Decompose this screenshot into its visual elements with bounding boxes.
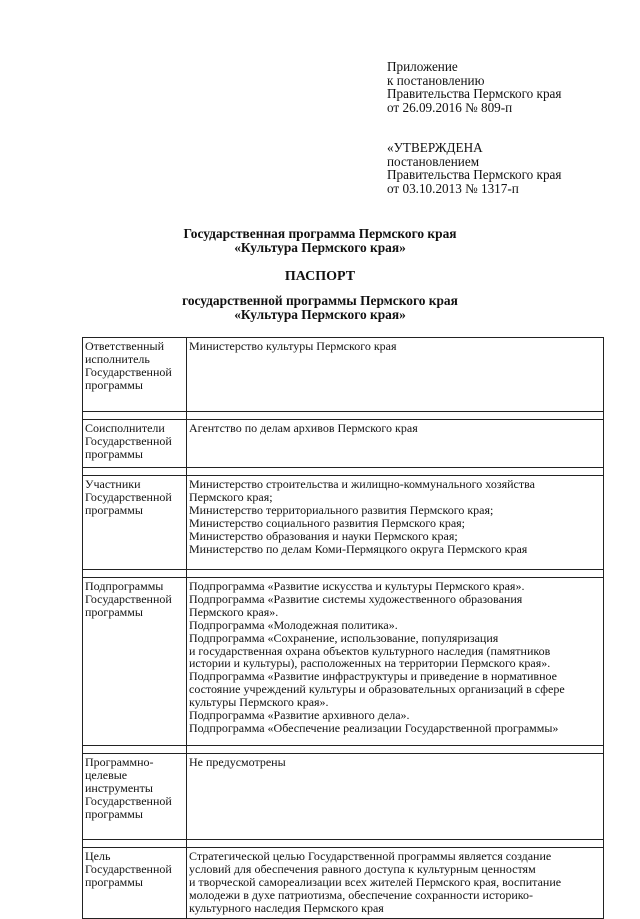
approval-line: «УТВЕРЖДЕНА [387, 140, 483, 155]
row-label-line: программы [85, 874, 143, 889]
row-value-line: Подпрограмма «Обеспечение реализации Государственной программы» [189, 720, 559, 735]
appendix-line: к постановлению [387, 72, 485, 88]
row-label-line: программы [85, 377, 143, 392]
table-row-spacer [83, 746, 604, 754]
appendix-line: Приложение [387, 59, 458, 74]
row-label-line: программы [85, 446, 143, 461]
row-value-line: Агентство по делам архивов Пермского края [189, 421, 418, 435]
row-label-cell [83, 420, 187, 468]
row-value-cell [187, 578, 604, 746]
row-value-line: и государственная охрана объектов культурного наследия (памятников [189, 643, 551, 658]
row-value-line: Подпрограмма «Развитие инфраструктуры и приведение в нормативное [189, 669, 557, 684]
row-value-line: Подпрограмма «Развитие искусства и культуры Пермского края». [189, 579, 525, 593]
row-label-line: Государственной [85, 433, 172, 448]
spacer-cell [187, 412, 604, 420]
row-value-line: Не предусмотрены [189, 755, 286, 769]
spacer-cell [83, 412, 187, 420]
spacer-cell [83, 570, 187, 578]
row-label-line: Подпрограммы [85, 579, 164, 593]
row-label-line: исполнитель [85, 351, 150, 366]
table-row [83, 754, 604, 840]
approval-line: Правительства Пермского края [387, 167, 562, 183]
table-row-spacer [83, 468, 604, 476]
row-value-line: Пермского края; [189, 489, 273, 504]
row-value-line: культурного наследия Пермского края [189, 900, 384, 915]
approval-line: постановлением [387, 153, 480, 169]
row-value-line: Подпрограмма «Молодежная политика». [189, 617, 398, 632]
row-value-line: Министерство культуры Пермского края [189, 339, 397, 353]
passport-subtitle [0, 294, 640, 322]
appendix-block [387, 60, 561, 114]
row-label-cell [83, 338, 187, 412]
row-label-line: программы [85, 502, 143, 517]
row-value-line: Стратегической целью Государственной программы является создание [189, 849, 552, 863]
spacer-cell [83, 468, 187, 476]
passport-table [82, 337, 604, 919]
row-value-line: Министерство по делам Коми-Пермяцкого округа Пермского края [189, 541, 528, 556]
row-label-line: Цель [85, 849, 111, 863]
table-row-spacer [83, 412, 604, 420]
row-value-line: Министерство образования и науки Пермского края; [189, 528, 458, 543]
row-value-line: истории и культуры), расположенных на территории Пермского края». [189, 656, 551, 671]
row-label-line: Государственной [85, 793, 172, 808]
row-value-line: состояние учреждений культуры и образовательных организаций в сфере [189, 682, 565, 697]
row-label-cell [83, 476, 187, 570]
table-row [83, 420, 604, 468]
row-label-line: Государственной [85, 591, 172, 606]
row-value-line: Министерство территориального развития Пермского края; [189, 502, 494, 517]
spacer-cell [83, 840, 187, 848]
program-title-line: «Культура Пермского края» [234, 240, 406, 255]
row-value-cell [187, 476, 604, 570]
row-label-line: Ответственный [85, 339, 165, 353]
row-value-cell [187, 754, 604, 840]
row-label-cell [83, 578, 187, 746]
row-label-line: программы [85, 604, 143, 619]
row-value-line: культуры Пермского края». [189, 695, 329, 710]
row-value-cell [187, 848, 604, 919]
table-row [83, 578, 604, 746]
table-row [83, 848, 604, 919]
program-title-line: Государственная программа Пермского края [183, 226, 457, 241]
row-label-cell [83, 848, 187, 919]
row-value-line: Пермского края». [189, 604, 279, 619]
appendix-line: от 26.09.2016 № 809-п [387, 99, 513, 115]
row-value-line: молодежи в духе патриотизма, обеспечение сохранности историко- [189, 887, 534, 902]
row-label-line: Программно- [85, 755, 154, 769]
approval-block [387, 141, 561, 195]
table-row-spacer [83, 840, 604, 848]
table-row [83, 338, 604, 412]
row-label-line: Государственной [85, 861, 172, 876]
row-value-line: Министерство социального развития Пермского края; [189, 515, 466, 530]
passport-subtitle-line: государственной программы Пермского края [182, 293, 458, 308]
row-value-line: Подпрограмма «Сохранение, использование, популяризация [189, 630, 499, 645]
row-label-line: инструменты [85, 780, 153, 795]
row-label-line: Участники [85, 477, 141, 491]
table-row [83, 476, 604, 570]
row-value-line: Подпрограмма «Развитие архивного дела». [189, 708, 410, 723]
row-label-line: Соисполнители [85, 421, 165, 435]
spacer-cell [187, 746, 604, 754]
row-label-line: Государственной [85, 489, 172, 504]
row-value-cell [187, 338, 604, 412]
row-label-line: целевые [85, 767, 128, 782]
row-value-line: Подпрограмма «Развитие системы художественного образования [189, 591, 523, 606]
row-value-line: и творческой самореализации всех жителей Пермского края, воспитание [189, 874, 562, 889]
program-title [0, 227, 640, 255]
spacer-cell [83, 746, 187, 754]
table-row-spacer [83, 570, 604, 578]
passport-subtitle-line: «Культура Пермского края» [234, 307, 406, 322]
spacer-cell [187, 570, 604, 578]
row-value-line: условий для обеспечения равного доступа к культурным ценностям [189, 861, 536, 876]
row-label-line: Государственной [85, 364, 172, 379]
spacer-cell [187, 840, 604, 848]
row-label-cell [83, 754, 187, 840]
passport-title: ПАСПОРТ [284, 269, 356, 284]
appendix-line: Правительства Пермского края [387, 86, 562, 102]
approval-line: от 03.10.2013 № 1317-п [387, 180, 519, 196]
spacer-cell [187, 468, 604, 476]
passport-table-body [83, 338, 604, 919]
row-label-line: программы [85, 806, 143, 821]
row-value-cell [187, 420, 604, 468]
row-value-line: Министерство строительства и жилищно-коммунального хозяйства [189, 477, 535, 491]
